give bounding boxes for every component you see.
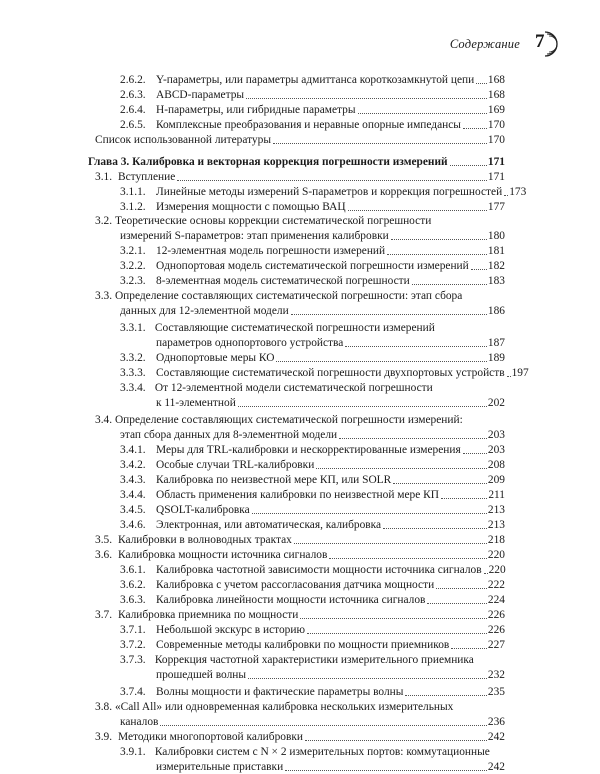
toc-entry-title: Калибровка мощности источника сигналов (118, 549, 328, 561)
running-head: Содержание (449, 36, 520, 51)
dot-leader (391, 239, 487, 240)
toc-entry-number: 3.4.6. (120, 519, 146, 531)
toc-entry-page: 226 (487, 624, 505, 636)
dot-leader (451, 648, 487, 649)
dot-leader (345, 346, 487, 347)
toc-entry-title: Определение составляющих систематической погрешности измерений: (114, 414, 463, 426)
toc-entry[interactable] (120, 259, 505, 273)
toc-entry-continuation[interactable] (120, 715, 505, 729)
toc-entry-page: 213 (487, 504, 505, 516)
toc-entry-page: 182 (487, 260, 505, 272)
toc-entry[interactable] (95, 548, 505, 562)
toc-entry-title: Калибровка приемника по мощности (118, 609, 299, 621)
toc-chapter-entry[interactable] (88, 155, 505, 169)
toc-entry-title-cont: прошедшей волны (156, 669, 247, 681)
toc-entry-title: 12-элементная модель погрешности измерений (156, 245, 386, 257)
toc-entry-number: 3.6.3. (120, 594, 146, 606)
toc-entry-number: 3.9.1. (120, 746, 146, 758)
dot-leader (484, 573, 488, 574)
toc-entry-page: 218 (487, 534, 505, 546)
toc-entry[interactable] (120, 623, 505, 637)
toc-entry-number: 3.6.2. (120, 579, 146, 591)
toc-entry-page: 168 (487, 74, 505, 86)
dot-leader (450, 165, 487, 166)
toc-entry-number: 3.2.1. (120, 245, 146, 257)
toc-entry-page: 232 (487, 669, 505, 681)
dot-leader (246, 98, 487, 99)
toc-entry-first-line[interactable] (95, 214, 431, 228)
toc-entry[interactable] (120, 118, 505, 132)
dot-leader (285, 770, 487, 771)
toc-entry-number: 3.7.3. (120, 654, 146, 666)
toc-entry-page: 242 (487, 761, 505, 773)
toc-entry-continuation[interactable] (120, 229, 505, 243)
toc-entry[interactable] (120, 473, 505, 487)
toc-entry[interactable] (120, 185, 527, 199)
toc-entry-number: 3.4.2. (120, 459, 146, 471)
toc-entry-page: 177 (487, 201, 505, 213)
toc-entry-number: 3.5. (95, 534, 113, 546)
toc-entry-page: 235 (487, 686, 505, 698)
toc-entry-number: 3.6. (95, 549, 113, 561)
dot-leader (339, 438, 487, 439)
toc-entry-title: H-параметры, или гибридные параметры (156, 104, 356, 116)
toc-entry-title: 8-элементная модель систематической погрешности (156, 275, 410, 287)
toc-entry-number: 3.1.1. (120, 186, 146, 198)
toc-entry-page: 227 (487, 639, 505, 651)
dot-leader (436, 588, 487, 589)
toc-entry-number: 3.7.1. (120, 624, 146, 636)
toc-entry-title: Однопортовые меры КО (156, 352, 275, 364)
dot-leader (300, 618, 487, 619)
toc-entry-title: Меры для TRL-калибровки и нескорректированные измерения (156, 444, 461, 456)
toc-entry-first-line[interactable] (120, 381, 433, 395)
toc-entry-page: 181 (487, 245, 505, 257)
toc-entry[interactable] (95, 133, 505, 147)
toc-entry-title: «Call All» или одновременная калибровка нескольких измерительных (114, 701, 454, 713)
toc-entry-title-cont: к 11-элементной (156, 397, 236, 409)
toc-entry-title-cont: измерений S-параметров: этап применения калибровки (120, 230, 389, 242)
dot-leader (463, 453, 487, 454)
toc-entry-title: Теоретические основы коррекции систематической погрешности (114, 215, 432, 227)
toc-entry[interactable] (95, 608, 505, 622)
toc-entry[interactable] (95, 170, 505, 184)
toc-entry-number: 3.7.2. (120, 639, 146, 651)
toc-entry-title: QSOLT-калибровка (156, 504, 250, 516)
toc-entry-page: 180 (487, 230, 505, 242)
dot-leader (387, 254, 487, 255)
dot-leader (427, 603, 486, 604)
toc-entry-page: 222 (487, 579, 505, 591)
toc-entry-title: Особые случаи TRL-калибровки (156, 459, 315, 471)
toc-entry-page: 197 (511, 367, 529, 379)
toc-entry-title-cont: этап сбора данных для 8-элементной модели (120, 429, 338, 441)
toc-entry-title: Глава 3. Калибровка и векторная коррекция погрешности измерений (88, 156, 448, 168)
toc-entry-number: 2.6.5. (120, 119, 146, 131)
dot-leader (348, 210, 487, 211)
toc-entry-page: 220 (487, 549, 505, 561)
toc-entry-page: 183 (487, 275, 505, 287)
dot-leader (276, 361, 486, 362)
toc-entry-number: 3.9. (95, 731, 113, 743)
dot-leader (248, 678, 487, 679)
dot-leader (476, 83, 487, 84)
toc-entry-number: 2.6.3. (120, 89, 146, 101)
toc-entry-number: 3.4. (95, 414, 113, 426)
toc-entry-page: 203 (487, 444, 505, 456)
toc-entry-title: Калибровка с учетом рассогласования датчика мощности (156, 579, 435, 591)
toc-entry-title: Измерения мощности с помощью ВАЦ (156, 201, 346, 213)
toc-entry-first-line[interactable] (95, 413, 463, 427)
dot-leader (316, 468, 487, 469)
toc-entry-title: Калибровка по неизвестной мере КП, или SOLR (156, 474, 392, 486)
toc-entry[interactable] (120, 685, 505, 699)
toc-entry[interactable] (120, 458, 505, 472)
dot-leader (463, 128, 487, 129)
dot-leader (238, 406, 487, 407)
toc-entry-title: Калибровка линейности мощности источника сигналов (156, 594, 426, 606)
dot-leader (294, 543, 487, 544)
toc-entry-page: 170 (487, 119, 505, 131)
toc-entry-first-line[interactable] (120, 653, 474, 667)
toc-entry-page: 170 (487, 134, 505, 146)
toc-entry-title: Калибровки систем с N × 2 измерительных портов: коммутационные (154, 746, 490, 758)
toc-entry-number: 3.4.4. (120, 489, 146, 501)
toc-entry[interactable] (120, 366, 529, 380)
toc-entry-number: 3.3.3. (120, 367, 146, 379)
toc-entry-page: 208 (487, 459, 505, 471)
toc-entry-title: Определение составляющих систематической погрешности: этап сбора (114, 290, 463, 302)
toc-entry-title: Список использованной литературы (95, 134, 271, 146)
toc-entry[interactable] (95, 730, 505, 744)
toc-entry-number: 2.6.4. (120, 104, 146, 116)
toc-entry-page: 189 (487, 352, 505, 364)
dot-leader (329, 558, 487, 559)
toc-entry-page: 224 (487, 594, 505, 606)
toc-entry-number: 3.3. (95, 290, 113, 302)
dot-leader (393, 483, 487, 484)
page-number (530, 29, 560, 59)
toc-entry[interactable] (120, 563, 505, 577)
dot-leader (291, 314, 487, 315)
toc-entry-first-line[interactable] (120, 745, 490, 759)
toc-entry-number: 3.2.2. (120, 260, 146, 272)
toc-entry[interactable] (120, 351, 505, 365)
toc-entry-page: 202 (487, 397, 505, 409)
page-header (450, 30, 560, 58)
toc-entry-page: 171 (487, 171, 505, 183)
toc-entry-title: ABCD-параметры (156, 89, 245, 101)
toc-entry-title: Комплексные преобразования и неравные опорные импедансы (156, 119, 461, 131)
toc-entry[interactable] (120, 503, 505, 517)
toc-entry[interactable] (120, 488, 505, 502)
toc-entry-number: 3.4.5. (120, 504, 146, 516)
dot-leader (405, 695, 487, 696)
toc-entry-number: 3.3.4. (120, 382, 146, 394)
toc-entry-page: 209 (487, 474, 505, 486)
toc-entry-first-line[interactable] (95, 289, 462, 303)
toc-entry-page: 242 (487, 731, 505, 743)
page-number-value: 7 (535, 31, 545, 52)
toc-entry[interactable] (120, 593, 505, 607)
toc-entry[interactable] (95, 533, 505, 547)
toc-entry-number: 3.6.1. (120, 564, 146, 576)
toc-entry[interactable] (120, 200, 505, 214)
toc-entry-title: Волны мощности и фактические параметры волны (156, 686, 404, 698)
toc-entry-page: 213 (487, 519, 505, 531)
toc-entry-continuation[interactable] (156, 668, 505, 682)
toc-entry-page: 171 (487, 156, 505, 168)
toc-entry-title: Вступление (118, 171, 176, 183)
toc-entry-page: 187 (487, 337, 505, 349)
toc-entry-title: Калибровка частотной зависимости мощности источника сигналов (156, 564, 482, 576)
toc-entry[interactable] (120, 443, 505, 457)
toc-entry-number: 3.1.2. (120, 201, 146, 213)
toc-entry-number: 3.4.3. (120, 474, 146, 486)
toc-entry[interactable] (120, 274, 505, 288)
toc-entry-number: 3.7. (95, 609, 113, 621)
toc-entry-number: 3.4.1. (120, 444, 146, 456)
toc-entry-number: 3.8. (95, 701, 113, 713)
toc-entry[interactable] (120, 578, 505, 592)
toc-entry-title: Область применения калибровки по неизвестной мере КП (156, 489, 439, 501)
toc-entry-continuation[interactable] (156, 396, 505, 410)
dot-leader (177, 180, 487, 181)
toc-entry-number: 3.3.2. (120, 352, 146, 364)
toc-entry-first-line[interactable] (95, 700, 453, 714)
toc-entry-title-cont: каналов (120, 716, 159, 728)
dot-leader (273, 143, 487, 144)
dot-leader (441, 498, 487, 499)
toc-entry-title: Составляющие систематической погрешности двухпортовых устройств (156, 367, 505, 379)
toc-entry-continuation[interactable] (156, 336, 505, 350)
toc-entry-title: Коррекция частотной характеристики измерительного приемника (154, 654, 474, 666)
toc-entry-continuation[interactable] (120, 428, 505, 442)
toc-entry[interactable] (120, 103, 505, 117)
toc-entry[interactable] (120, 518, 505, 532)
toc-entry-number: 3.2. (95, 215, 113, 227)
toc-entry-page: 220 (488, 564, 506, 576)
toc-entry-title-cont: данных для 12-элементной модели (120, 305, 289, 317)
toc-entry-page: 169 (487, 104, 505, 116)
toc-entry-number: 3.2.3. (120, 275, 146, 287)
toc-entry-title-cont: измерительные приставки (156, 761, 284, 773)
toc-entry-title: Однопортовая модель систематической погрешности измерений (156, 260, 469, 272)
toc-entry-title: Небольшой экскурс в историю (156, 624, 305, 636)
toc-entry-page: 211 (488, 489, 505, 501)
toc-entry-number: 3.1. (95, 171, 113, 183)
dot-leader (507, 376, 511, 377)
dot-leader (307, 633, 487, 634)
toc-entry-number: 3.7.4. (120, 686, 146, 698)
toc-entry-page: 226 (487, 609, 505, 621)
dot-leader (358, 113, 487, 114)
dot-leader (252, 513, 487, 514)
toc-entry-title: От 12-элементной модели систематической погрешности (154, 382, 433, 394)
toc-entry-page: 186 (487, 305, 505, 317)
toc-entry-title: Линейные методы измерений S-параметров и коррекция погрешностей (156, 186, 503, 198)
toc-entry-page: 203 (487, 429, 505, 441)
toc-entry-title: Современные методы калибровки по мощности приемников (156, 639, 450, 651)
toc-entry[interactable] (120, 73, 505, 87)
toc-entry-title: Электронная, или автоматическая, калибровка (156, 519, 382, 531)
dot-leader (471, 269, 487, 270)
dot-leader (504, 195, 508, 196)
toc-entry-title: Методики многопортовой калибровки (118, 731, 303, 743)
dot-leader (305, 740, 487, 741)
dot-leader (383, 528, 487, 529)
dot-leader (412, 284, 487, 285)
toc-entry-number: 3.3.1. (120, 322, 146, 334)
toc-entry-first-line[interactable] (120, 321, 435, 335)
toc-entry[interactable] (120, 244, 505, 258)
toc-entry-page: 168 (487, 89, 505, 101)
toc-entry-title: Калибровки в волноводных трактах (118, 534, 292, 546)
toc-entry-continuation[interactable] (120, 304, 505, 318)
toc-entry-continuation[interactable] (156, 760, 505, 774)
toc-entry-title: Y-параметры, или параметры адмиттанса короткозамкнутой цепи (156, 74, 475, 86)
toc-entry-page: 236 (487, 716, 505, 728)
toc-entry-title: Составляющие систематической погрешности измерений (154, 322, 435, 334)
dot-leader (160, 725, 486, 726)
toc-entry[interactable] (120, 638, 505, 652)
toc-entry[interactable] (120, 88, 505, 102)
toc-entry-title-cont: параметров однопортового устройства (156, 337, 344, 349)
toc-entry-number: 2.6.2. (120, 74, 146, 86)
toc-entry-page: 173 (509, 186, 527, 198)
